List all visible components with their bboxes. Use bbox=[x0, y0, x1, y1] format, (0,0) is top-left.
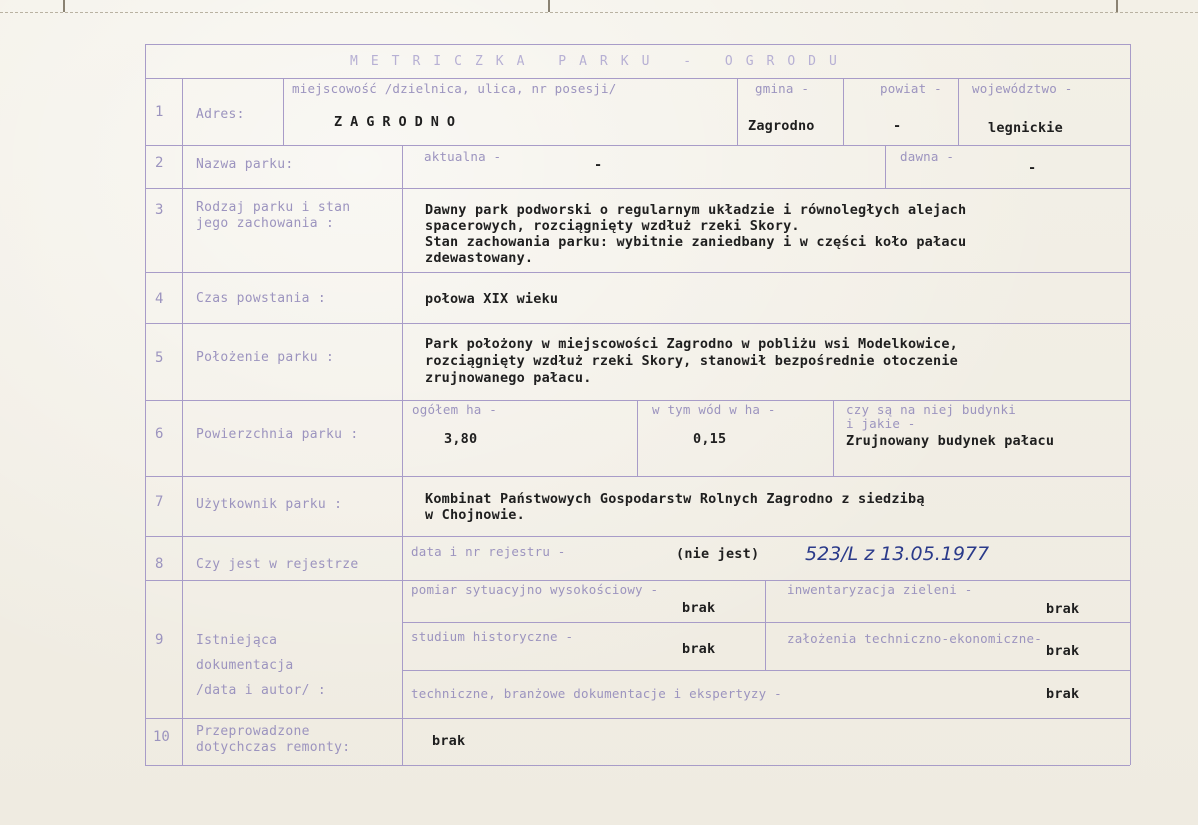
buildings-caption-line1: czy są na niej budynki bbox=[846, 402, 1016, 417]
park-type-label-line2: jego zachowania : bbox=[196, 216, 335, 231]
location-line: zrujnowanego pałacu. bbox=[425, 370, 592, 386]
grid-line bbox=[145, 765, 1130, 766]
row-number: 7 bbox=[155, 494, 164, 510]
historical-study-caption: studium historyczne - bbox=[411, 629, 574, 644]
renovations-label-line2: dotychczas remonty: bbox=[196, 740, 351, 755]
creation-time-value: połowa XIX wieku bbox=[425, 291, 559, 307]
grid-line bbox=[402, 145, 403, 765]
grid-line bbox=[145, 44, 146, 765]
grid-line bbox=[843, 78, 844, 145]
renovations-label-line1: Przeprowadzone bbox=[196, 724, 310, 739]
registry-label: Czy jest w rejestrze bbox=[196, 557, 359, 572]
greenery-value: brak bbox=[1046, 601, 1080, 617]
grid-line bbox=[145, 272, 1130, 273]
row-number: 2 bbox=[155, 155, 164, 171]
grid-line bbox=[145, 145, 1130, 146]
grid-line bbox=[885, 145, 886, 188]
grid-line bbox=[765, 580, 766, 670]
registry-status: (nie jest) bbox=[676, 546, 760, 562]
area-label: Powierzchnia parku : bbox=[196, 427, 359, 442]
park-name-label: Nazwa parku: bbox=[196, 157, 294, 172]
voivodeship-caption: województwo - bbox=[972, 81, 1073, 96]
user-line: Kombinat Państwowych Gospodarstw Rolnych Zagrodno z siedzibą bbox=[425, 491, 925, 507]
grid-line bbox=[145, 44, 1130, 45]
total-area-caption: ogółem ha - bbox=[412, 402, 497, 417]
user-line: w Chojnowie. bbox=[425, 507, 525, 523]
park-type-label-line1: Rodzaj parku i stan bbox=[196, 200, 351, 215]
card-top-edge bbox=[0, 0, 1198, 13]
row-number: 9 bbox=[155, 632, 164, 648]
form-title: METRICZKA PARKU - OGRODU bbox=[350, 54, 850, 69]
user-label: Użytkownik parku : bbox=[196, 497, 343, 512]
historical-study-value: brak bbox=[682, 641, 716, 657]
documentation-label-line3: /data i autor/ : bbox=[196, 683, 327, 698]
row-number: 6 bbox=[155, 426, 164, 442]
grid-line bbox=[737, 78, 738, 145]
total-area-value: 3,80 bbox=[444, 431, 478, 447]
grid-line bbox=[145, 580, 1130, 581]
park-type-line: Dawny park podworski o regularnym układzie i równoległych alejach bbox=[425, 202, 967, 218]
grid-line bbox=[402, 622, 1130, 623]
grid-line bbox=[145, 323, 1130, 324]
expertise-caption: techniczne, branżowe dokumentacje i ekspertyzy - bbox=[411, 686, 782, 701]
water-area-caption: w tym wód w ha - bbox=[652, 402, 776, 417]
park-type-line: spacerowych, rozciągnięty wzdłuż rzeki Skory. bbox=[425, 218, 800, 234]
row-number: 4 bbox=[155, 291, 164, 307]
row-number: 1 bbox=[155, 104, 164, 120]
documentation-label-line2: dokumentacja bbox=[196, 658, 294, 673]
grid-line bbox=[145, 476, 1130, 477]
buildings-caption-line2: i jakie - bbox=[846, 416, 916, 431]
former-name-value: - bbox=[1028, 160, 1037, 176]
technical-assumptions-caption: założenia techniczno-ekonomiczne- bbox=[787, 631, 1042, 646]
grid-line bbox=[637, 400, 638, 476]
current-name-value: - bbox=[594, 157, 603, 173]
water-area-value: 0,15 bbox=[693, 431, 727, 447]
grid-line bbox=[145, 718, 1130, 719]
greenery-caption: inwentaryzacja zieleni - bbox=[787, 582, 973, 597]
voivodeship-value: legnickie bbox=[988, 120, 1063, 136]
location-label: Położenie parku : bbox=[196, 350, 335, 365]
location-line: rozciągnięty wzdłuż rzeki Skory, stanowił bezpośrednie otoczenie bbox=[425, 353, 958, 369]
registry-handwritten-entry: 523/L z 13.05.1977 bbox=[805, 543, 990, 565]
grid-line bbox=[833, 400, 834, 476]
commune-value: Zagrodno bbox=[748, 118, 815, 134]
expertise-value: brak bbox=[1046, 686, 1080, 702]
grid-line bbox=[145, 78, 1130, 79]
current-name-caption: aktualna - bbox=[424, 149, 502, 164]
row-number: 8 bbox=[155, 556, 164, 572]
locality-value: ZAGRODNO bbox=[334, 114, 464, 130]
commune-caption: gmina - bbox=[755, 81, 810, 96]
edge-mark bbox=[1116, 0, 1118, 12]
grid-line bbox=[145, 188, 1130, 189]
grid-line bbox=[958, 78, 959, 145]
county-value: - bbox=[893, 118, 902, 134]
park-type-line: zdewastowany. bbox=[425, 250, 534, 266]
survey-caption: pomiar sytuacyjno wysokościowy - bbox=[411, 582, 659, 597]
documentation-label-line1: Istniejąca bbox=[196, 633, 278, 648]
county-caption: powiat - bbox=[880, 81, 942, 96]
grid-line bbox=[145, 536, 1130, 537]
address-label: Adres: bbox=[196, 107, 245, 122]
edge-mark bbox=[63, 0, 65, 12]
row-number: 10 bbox=[153, 729, 170, 745]
location-line: Park położony w miejscowości Zagrodno w pobliżu wsi Modelkowice, bbox=[425, 336, 958, 352]
grid-line bbox=[182, 78, 183, 765]
row-number: 3 bbox=[155, 202, 164, 218]
buildings-value: Zrujnowany budynek pałacu bbox=[846, 433, 1055, 449]
grid-line bbox=[402, 670, 1130, 671]
registry-caption: data i nr rejestru - bbox=[411, 544, 566, 559]
survey-value: brak bbox=[682, 600, 716, 616]
edge-mark bbox=[548, 0, 550, 12]
grid-line bbox=[1130, 44, 1131, 765]
grid-line bbox=[283, 78, 284, 145]
renovations-value: brak bbox=[432, 733, 466, 749]
locality-caption: miejscowość /dzielnica, ulica, nr posesji/ bbox=[292, 81, 617, 96]
park-type-line: Stan zachowania parku: wybitnie zaniedbany i w części koło pałacu bbox=[425, 234, 967, 250]
row-number: 5 bbox=[155, 350, 164, 366]
technical-assumptions-value: brak bbox=[1046, 643, 1080, 659]
former-name-caption: dawna - bbox=[900, 149, 955, 164]
creation-time-label: Czas powstania : bbox=[196, 291, 327, 306]
